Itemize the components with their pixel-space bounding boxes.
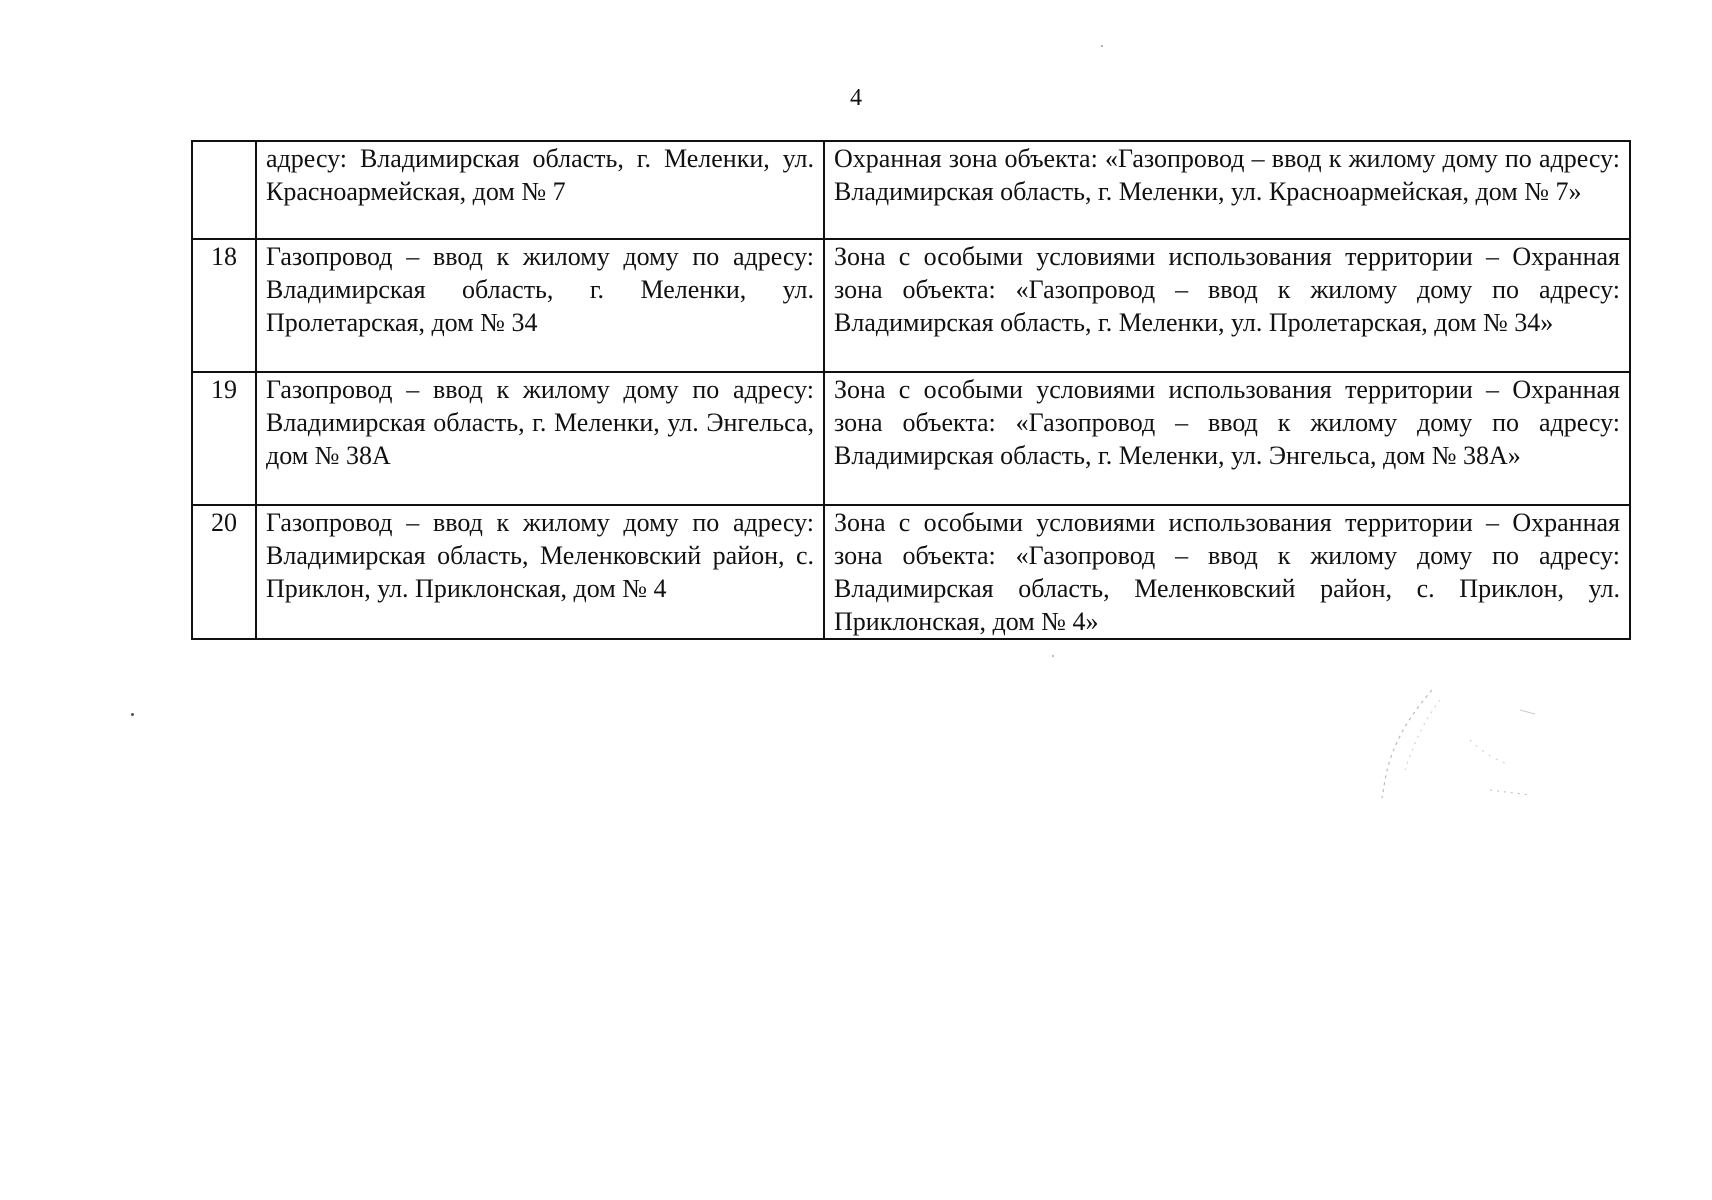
- row-number-cell: 19: [192, 372, 256, 505]
- zone-cell: Зона с особыми условиями использования территории – Охранная зона объекта: «Газопровод – ввод к жилому дому по адресу: Владимирская область, Меленковский район, с. Приклон, ул. Приклонская, дом № 4»: [824, 505, 1630, 639]
- zone-cell: Зона с особыми условиями использования территории – Охранная зона объекта: «Газопровод – ввод к жилому дому по адресу: Владимирская область, г. Меленки, ул. Энгельса, дом № 38А»: [824, 372, 1630, 505]
- object-cell: Газопровод – ввод к жилому дому по адресу: Владимирская область, г. Меленки, ул. Пролетарская, дом № 34: [256, 239, 824, 372]
- table-row: [192, 372, 1630, 505]
- zone-cell: Зона с особыми условиями использования территории – Охранная зона объекта: «Газопровод – ввод к жилому дому по адресу: Владимирская область, г. Меленки, ул. Пролетарская, дом № 34»: [824, 239, 1630, 372]
- object-cell: Газопровод – ввод к жилому дому по адресу: Владимирская область, г. Меленки, ул. Энгельса, дом № 38А: [256, 372, 824, 505]
- pencil-mark: [1370, 680, 1550, 810]
- object-cell: адресу: Владимирская область, г. Меленки, ул. Красноармейская, дом № 7: [256, 141, 824, 239]
- scan-speck: [1052, 655, 1054, 657]
- zones-table: [191, 140, 1631, 640]
- table-row: [192, 239, 1630, 372]
- object-cell: Газопровод – ввод к жилому дому по адресу: Владимирская область, Меленковский район, с. Приклон, ул. Приклонская, дом № 4: [256, 505, 824, 639]
- row-number-cell: 18: [192, 239, 256, 372]
- table-row: [192, 505, 1630, 639]
- zone-cell: Охранная зона объекта: «Газопровод – ввод к жилому дому по адресу: Владимирская область, г. Меленки, ул. Красноармейская, дом № 7»: [824, 141, 1630, 239]
- row-number-cell: [192, 141, 256, 239]
- scan-speck: [1101, 45, 1103, 47]
- row-number-cell: 20: [192, 505, 256, 639]
- page-number: 4: [850, 85, 862, 111]
- table-row: [192, 141, 1630, 239]
- scan-speck: [131, 713, 134, 716]
